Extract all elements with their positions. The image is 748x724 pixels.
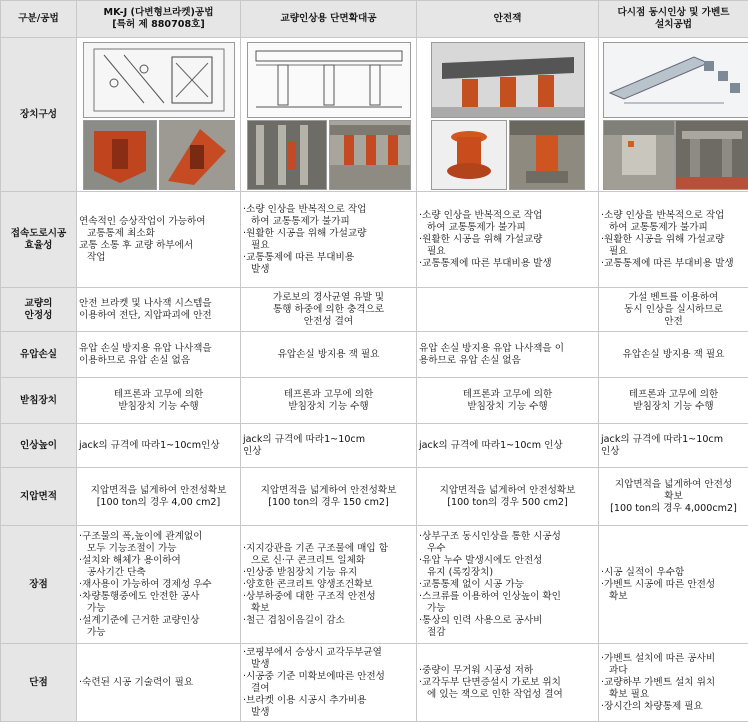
cell-multi-disadvantages: ·가벤트 설치에 따른 공사비 과다 ·교량하부 가벤트 설치 위치 확보 필요 ·장시간의 차량통제 필요 [599,644,748,722]
cell-multi-access-road: ·소량 인상을 반복적으로 작업 하여 교통통제가 불가피 ·원활한 시공을 위해 가설교량 필요 ·교통통제에 따른 부대비용 발생 [599,192,748,288]
cell-jack-advantages: ·상부구조 동시인상을 통한 시공성 우수 ·유압 누수 발생시에도 안전성 유지 (록킹장치) ·교통통제 없이 시공 가능 ·스크류를 이용하여 인상높이 확인 가능 ·통상의 인력 사용으로 공사비 절감 [417,526,599,644]
cell-section-disadvantages: ·코핑부에서 승상시 교각두부균열 발생 ·시공중 기준 미확보에따른 안전성 결여 ·브라켓 이용 시공시 추가비용 발생 [241,644,417,722]
cell-mkj-images [77,38,241,192]
jack-photo-left [431,120,507,190]
row-label-bearing-area: 지압면적 [1,468,77,526]
cell-section-bearing-area: 지압면적을 넓게하여 안전성확보 [100 ton의 경우 150 cm2] [241,468,417,526]
cell-mkj-disadvantages: ·숙련된 시공 기술력이 필요 [77,644,241,722]
section-enlargement-drawing [247,42,411,118]
cell-section-hydraulic: 유압손실 방지용 잭 필요 [241,332,417,378]
cell-jack-lift-height: jack의 규격에 따라1~10cm 인상 [417,424,599,468]
row-bridge-stability [1,288,748,332]
gabent-photo-left [603,120,675,190]
cell-section-access-road: ·소량 인상을 반복적으로 작업 하여 교통통제가 불가피 ·원활한 시공을 위해 가설교량 필요 ·교통통제에 따른 부대비용 발생 [241,192,417,288]
cell-multi-advantages: ·시공 실적이 우수함 ·가벤트 시공에 따른 안전성 확보 [599,526,748,644]
header-section-enlargement: 교량인상용 단면확대공 [241,1,417,38]
row-label-bearing-device: 받침장치 [1,378,77,424]
header-row [1,1,748,38]
cell-jack-stability [417,288,599,332]
header-category: 구분/공법 [1,1,77,38]
safety-jack-render [431,42,585,118]
header-multi-point-lifting: 다시점 동시인상 및 가벤트 설치공법 [599,1,748,38]
header-safety-jack: 안전잭 [417,1,599,38]
cell-mkj-advantages: ·구조물의 폭,높이에 관계없이 모두 기능조절이 가능 ·설치와 해체가 용이하여 공사기간 단축 ·재사용이 가능하여 경제성 우수 ·차량통행중에도 안전한 공사 가능 ·설계기준에 근거한 교량인상 가능 [77,526,241,644]
gabent-photo-right [675,120,748,190]
cell-multi-bearing-area: 지압면적을 넓게하여 안전성 확보 [100 ton의 경우 4,000cm2] [599,468,748,526]
row-label-hydraulic-loss: 유압손실 [1,332,77,378]
cell-mkj-bearing: 테프론과 고무에 의한 받침장치 기능 수행 [77,378,241,424]
cell-multi-hydraulic: 유압손실 방지용 잭 필요 [599,332,748,378]
row-disadvantages [1,644,748,722]
cell-safety-jack-images [417,38,599,192]
cell-jack-hydraulic: 유압 손실 방지용 유압 나사잭을 이 용하므로 유압 손실 없음 [417,332,599,378]
cell-section-stability: 가로보의 경사균열 유발 및 통행 하중에 의한 충격으로 안전성 결여 [241,288,417,332]
cell-section-enlargement-images [241,38,417,192]
row-label-device-configuration: 장치구성 [1,38,77,192]
column-photo-right [329,120,411,190]
row-label-advantages: 장점 [1,526,77,644]
row-label-bridge-stability: 교량의 안정성 [1,288,77,332]
bracket-diagram-image [83,42,235,118]
multi-point-system-diagram [603,42,748,118]
row-label-lifting-height: 인상높이 [1,424,77,468]
row-label-access-road-efficiency: 접속도로시공 효율성 [1,192,77,288]
cell-jack-access-road: ·소량 인상을 반복적으로 작업 하여 교통통제가 불가피 ·원활한 시공을 위해 가설교량 필요 ·교통통제에 따른 부대비용 발생 [417,192,599,288]
cell-mkj-lift-height: jack의 규격에 따라1~10cm인상 [77,424,241,468]
row-hydraulic-loss [1,332,748,378]
row-bearing-area [1,468,748,526]
cell-mkj-bearing-area: 지압면적을 넓게하여 안전성확보 [100 ton의 경우 4,00 cm2] [77,468,241,526]
cell-section-advantages: ·지지강관을 기존 구조물에 매입 함 으로 신·구 콘크리트 일체화 ·인상중 받침장치 기능 유지 ·양호한 콘크리트 양생조건확보 ·상부하중에 대한 구조적 안전성 확보 ·철근 겹침이음길이 감소 [241,526,417,644]
cell-jack-bearing: 테프론과 고무에 의한 받침장치 기능 수행 [417,378,599,424]
row-advantages [1,526,748,644]
cell-multi-stability: 가설 벤트를 이용하여 동시 인상을 실시하므로 안전 [599,288,748,332]
row-device-configuration [1,38,748,192]
cell-section-bearing: 테프론과 고무에 의한 받침장치 기능 수행 [241,378,417,424]
cell-multi-point-images [599,38,748,192]
row-access-road-efficiency [1,192,748,288]
row-label-disadvantages: 단점 [1,644,77,722]
bracket-photo-left [83,120,157,190]
column-photo-left [247,120,327,190]
cell-multi-lift-height: jack의 규격에 따라1~10cm 인상 [599,424,748,468]
header-mkj-method: MK-J (다변형브라켓)공법 [특허 제 880708호] [77,1,241,38]
cell-jack-disadvantages: ·중량이 무거워 시공성 저하 ·교각두부 단면증설시 가로보 위치 에 있는 잭으로 인한 작업성 결여 [417,644,599,722]
row-bearing-device [1,378,748,424]
cell-mkj-access-road: 연속적인 승상작업이 가능하여 교통통제 최소화 교통 소통 후 교량 하부에서 작업 [77,192,241,288]
cell-mkj-hydraulic: 유압 손실 방지용 유압 나사잭을 이용하므로 유압 손실 없음 [77,332,241,378]
cell-jack-bearing-area: 지압면적을 넓게하여 안전성확보 [100 ton의 경우 500 cm2] [417,468,599,526]
row-lifting-height [1,424,748,468]
cell-mkj-stability: 안전 브라켓 및 나사잭 시스템을 이용하여 전단, 지압파괴에 안전 [77,288,241,332]
bracket-photo-right [159,120,235,190]
cell-section-lift-height: jack의 규격에 따라1~10cm 인상 [241,424,417,468]
cell-multi-bearing: 테프론과 고무에 의한 받침장치 기능 수행 [599,378,748,424]
jack-photo-right [509,120,585,190]
